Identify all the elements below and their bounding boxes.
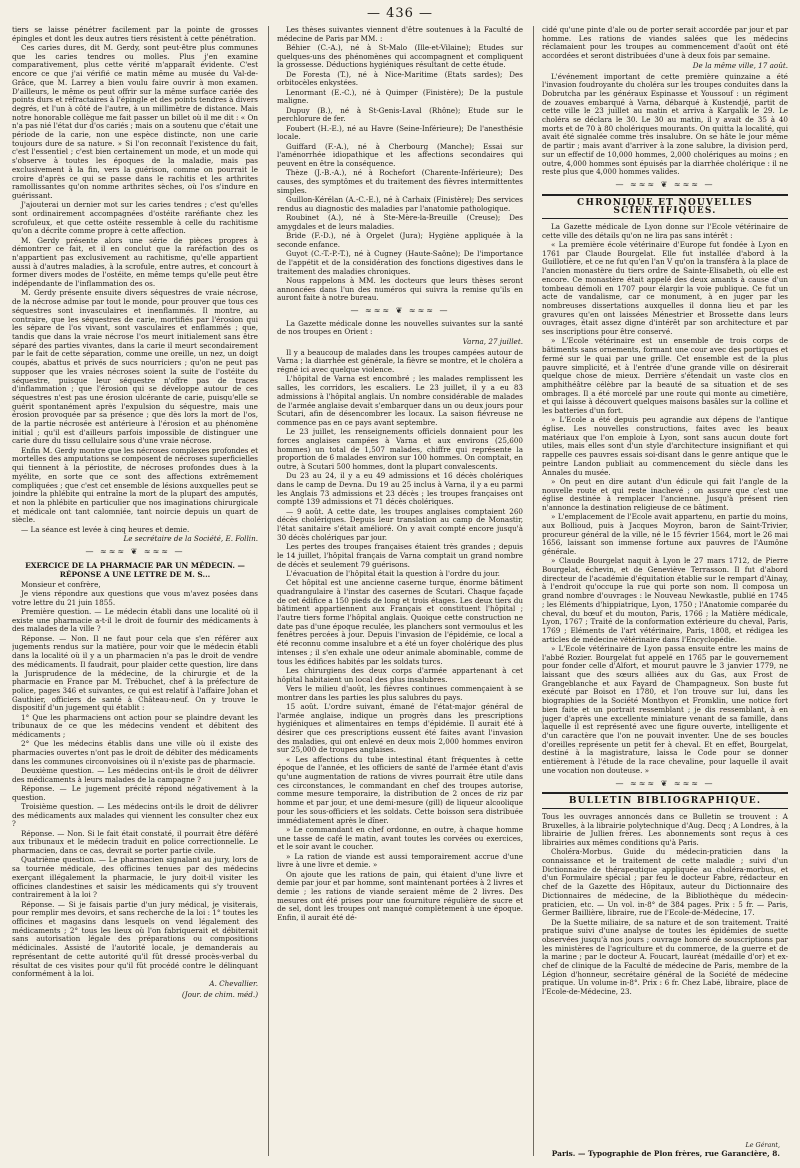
bulletin-heading: BULLETIN BIBLIOGRAPHIQUE. xyxy=(542,792,788,809)
ornament-divider: — ≈≈≈ ❦ ≈≈≈ — xyxy=(615,179,715,189)
letter-paragraph: Réponse. — Si je faisais partie d'un jury médical, je visiterais, pour remplir mes devoirs, et sans recherche de la loi : 1° toutes les officines et magasins dans lesquels on vend légalement des médicaments ; 2° tous les lieux où l'on fabriquerait et débiterait sans autorisation légale des préparations ou compositions médicinales. Assisté de l'autorité locale, je demanderais au représentant de cette autorité qu'il fût dressé procès-verbal du résultat de ces visites pour qu'il fût procédé contre le délinquant conformément à la loi. xyxy=(12,899,258,979)
ornament-divider: — ≈≈≈ ❦ ≈≈≈ — xyxy=(85,547,185,557)
thesis-item: Guillon-Kérélan (A.-C.-E.), né à Carhaix (Finistère); Des services rendus au diagnostic des maladies par l'anatomie pathologique. xyxy=(277,195,523,213)
letter-source: (Jour. de chim. méd.) xyxy=(181,989,258,999)
letter-paragraph: 2° Que les médecins établis dans une ville où il existe des pharmacies ouvertes n'ont pas le droit de débiter des médicaments dans les communes circonvoisines où il n'existe pas de pharmacie. xyxy=(12,739,258,766)
page-number: — 436 — xyxy=(366,6,434,21)
letter-paragraph: Je viens répondre aux questions que vous m'avez posées dans votre lettre du 21 juin 1855. xyxy=(12,589,258,607)
letter-signature: A. Chevallier. xyxy=(209,978,258,988)
gazette-intro: La Gazette médicale donne les nouvelles suivantes sur la santé de nos troupes en Orient : xyxy=(277,318,523,337)
paragraph: On ajoute que les rations de pain, qui étaient d'une livre et demie par jour et par homme, sont maintenant portées à 2 livres et demie ; les rations de viande seraient même de 2 livres. Des mesures ont été prises pour une fourniture régulière de sucre et de sel, dont les troupes ont manqué complètement à une époque. Enfin, il aurait été dé- xyxy=(277,869,523,923)
paragraph: Vers le milieu d'août, les fièvres continues commençaient à se montrer dans les parties les plus salubres du pays. xyxy=(277,683,523,702)
thesis-item: De Foresta (T.), né à Nice-Maritime (Etats sardes); Des orbitocèles enkystées. xyxy=(277,69,523,88)
thesis-item: Roubinet (A.), né à Ste-Mère-la-Breuille (Creuse); Des amygdales et de leurs maladies. xyxy=(277,213,523,231)
bulletin-item: De la Suette miliaire, de sa nature et de son traitement. Traité pratique suivi d'une analyse de toutes les épidémies de suette observées jusqu'à nos jours ; ouvrage honoré de souscriptions par les ministères de l'agriculture et du commerce, de la guerre et de la marine ; par le docteur A. Foucart, lauréat (médaille d'or) et ex-chef de clinique de la Faculté de médecine de Paris, membre de la Légion d'honneur, secrétaire général de la Société de médecine pratique. Un volume in-8°. Prix : 6 fr. Chez Labé, libraire, place de l'Ecole-de-Médecine, 23. xyxy=(542,917,788,997)
paragraph: Du 23 au 24, il y a eu 49 admissions et 16 décès cholériques dans le camp de Devna. Du 19 au 25 inclus à Varna, il y a eu parmi les Anglais 73 admissions et 23 décès ; les troupes françaises ont compté 139 admissions et 71 décès cholériques. xyxy=(277,471,523,507)
gerant-label: Le Gérant, xyxy=(745,1141,780,1149)
paragraph: » On peut en dire autant d'un édicule qui fait l'angle de la nouvelle route et qui reste inachevé ; on assure que c'est une église destinée à remplacer l'ancienne. Jusqu'à présent rien n'annonce la destination religieuse de ce bâtiment. xyxy=(542,476,788,512)
paragraph: » La ration de viande est aussi temporairement accrue d'une livre à une livre et demie. » xyxy=(277,851,523,870)
paragraph: M. Gerdy présente alors une série de pièces propres à démontrer ce fait, et il en conclut que la raréfaction des os n'appartient pas exclusivement au rachitisme, qu'elle appartient aussi à d'autres maladies, à la scrofule, entre autres, et concourt à former divers modes de l'ostéite, en même temps qu'elle peut être indépendante de l'inflammation des os. xyxy=(12,235,258,289)
column-3 xyxy=(533,26,788,1156)
paragraph: » L'emplacement de l'Ecole avait appartenu, en partie du moins, aux Bollioud, puis à Jacques Moyron, baron de Saint-Trivier, procureur général de la ville, né le 15 février 1564, mort le 26 mai 1656, laissant son immense fortune aux pauvres de l'Aumône générale. xyxy=(542,512,788,557)
paragraph: » Le commandant en chef ordonne, en outre, à chaque homme une tasse de café le matin, avant toutes les corvées ou exercices, et le soir avant le coucher. xyxy=(277,824,523,852)
paragraph: » Claude Bourgelat naquit à Lyon le 27 mars 1712, de Pierre Bourgelat, échevin, et de Geneviève Terrasson. Il fut d'abord directeur de l'académie d'équitation établie sur le rempart d'Ainay, à l'endroit qu'occupe la rue qui porte son nom. Il composa un grand nombre d'ouvrages : le Nouveau Newkastle, publié en 1745 ; les Eléments d'hippiatrique, Lyon, 1750 ; l'Anatomie comparée du cheval, du bœuf et du mouton, Paris, 1766 ; la Matière médicale, Lyon, 1767 ; Traité de la conformation extérieure du cheval, Paris, 1769 ; Eléments de l'art vétérinaire, Paris, 1808, et rédigea les articles de médecine vétérinaire dans l'Encyclopédie. xyxy=(542,556,788,644)
paragraph: Les pertes des troupes françaises étaient très grandes ; depuis le 14 juillet, l'hôpital français de Varna comptait un grand nombre de décès et seulement 79 guérisons. xyxy=(277,542,523,569)
thesis-item: Lenormant (E.-C.), né à Quimper (Finistère); De la pustule maligne. xyxy=(277,87,523,106)
paragraph: — 9 août. A cette date, les troupes anglaises comptaient 260 décès cholériques. Depuis leur translation au camp de Monastir, l'état sanitaire s'était amélioré. On y avait compté encore jusqu'à 30 décès cholériques par jour. xyxy=(277,506,523,542)
letter-paragraph: Réponse. — Non. Il ne faut pour cela que s'en référer aux jugements rendus sur la matière, pour voir que le médecin établi dans la localité où il y a un pharmacien n'a pas le droit de vendre des médicaments. Il faudrait, pour plaider cette question, lire dans la Jurisprudence de la médecine, de la chirurgie et de la pharmacie en France par M. Trébuchet, chef à la préfecture de police, pages 346 et suivantes, ce qui est relatif à l'affaire Johan et Gauthier, officiers de santé à Château-neuf. On y trouve le dispositif d'un jugement qui établit : xyxy=(12,633,258,713)
paragraph: Ces caries dures, dit M. Gerdy, sont peut-être plus communes que les caries tendres ou molles. Plus j'en examine comparativement, plus cette vérité m'apparaît évidente. C'est encore ce que j'ai vérifié ce matin même au musée du Val-de-Grâce, que M. Larrey a bien voulu faire ouvrir à mon examen. D'ailleurs, le même os peut offrir sur la même surface cariée des points durs et réfractaires à l'épingle et des points tendres à divers degrés, et l'un à côté de l'autre, à un millimètre de distance. Mais notre honorable collègue me fait passer un billet où il me dit : « On n'a pas nié l'état dur d'os cariés ; mais on a soutenu que c'était une période de la carie, non une espèce distincte, non une carie toujours dure de sa nature. » Si l'on reconnaît l'existence du fait, c'est l'essentiel ; c'est bien certainement un mode, et un mode qui s'observe à toutes les époques de la maladie, mais pas exclusivement à la fin, vers la guérison, comme on pourrait le croire d'après ce qui se passe dans le rachitis et les arthrites ramollissantes qu'on nomme arthrites sèches, où l'os s'indure en guérissant. xyxy=(12,43,258,200)
paragraph: « La première école vétérinaire d'Europe fut fondée à Lyon en 1761 par Claude Bourgelat. Elle fut installée d'abord à la Guillotière, et ce ne fut qu'en l'an V qu'on la transféra à la place de l'ancien monastère du tiers ordre de Sainte-Elisabeth, où elle est encore. Ce monastère était appelé des deux amants à cause d'un tombeau démoli en 1707 pour élargir la voie publique. Ce fut un acte de vandalisme, car ce monument, à en juger par les nombreuses dissertations auxquelles il donna lieu et par les gravures qu'en ont laissées Ménestrier et Brossette dans leurs ouvrages, était assez digne d'intérêt par son architecture et par ses inscriptions pour être conservé. xyxy=(542,240,788,337)
thesis-item: Guyot (C.-T.-P.-T.), né à Cugney (Haute-Saône); De l'importance de l'appétit et de la considération des fonctions digestives dans le traitement des maladies chroniques. xyxy=(277,249,523,276)
column-1 xyxy=(12,26,258,1156)
paragraph: Enfin M. Gerdy montre que les nécroses complexes profondes et mortelles des amputations se composent de nécroses superficielles qui tiennent à la périostite, de nécroses profondes dues à la myélite, en sorte que ce sont des affections extrêmement compliquées ; que c'est cet ensemble de lésions auxquelles peut se joindre la phlébite qui entraîne la mort de la plupart des amputés, et non la phlébite en particulier que nos imaginations chirurgicale et médicale ont tant calomniée, tant noircie depuis un quart de siècle. xyxy=(12,445,258,525)
paragraph: Le 23 juillet, les renseignements officiels donnaient pour les forces anglaises campées à Varna et aux environs (25,600 hommes) un total de 1,507 malades, chiffre qui représente la proportion de 6 malades environ sur 100 hommes. On comptait, en outre, à Scutari 500 hommes, dont la plupart convalescents. xyxy=(277,427,523,472)
paragraph: cidé qu'une pinte d'ale ou de porter serait accordée par jour et par homme. Les rations de viandes salées que les médecins réclamaient pour les troupes au commencement d'août ont été accordées et seront distribuées d'une à deux fois par semaine. xyxy=(542,26,788,61)
letter-paragraph: Quatrième question. — Le pharmacien signalant au jury, lors de sa tournée médicale, des officines tenues par des médecins exerçant illégalement la pharmacie, le jury doit-il visiter les officines clandestines et saisir les médicaments qui s'y trouvent contrairement à la loi ? xyxy=(12,855,258,900)
thesis-item: Bride (F.-D.), né à Orgelet (Jura); Hygiène appliquée à la seconde enfance. xyxy=(277,231,523,249)
paragraph: L'hôpital de Varna est encombré ; les malades remplissent les salles, les corridors, les escaliers. Le 23 juillet, il y a eu 83 admissions à l'hôpital anglais. Un nombre considérable de malades de l'armée anglaise devait s'embarquer dans un ou deux jours pour Scutari, afin de désencombrer les locaux. La saison fiévreuse ne commence pas en ce pays avant septembre. xyxy=(277,374,523,427)
ornament-divider: — ≈≈≈ ❦ ≈≈≈ — xyxy=(615,778,715,788)
letter-paragraph: Réponse. — Le jugement précité répond négativement à la question. xyxy=(12,784,258,802)
paragraph: Cet hôpital est une ancienne caserne turque, énorme bâtiment quadrangulaire à l'instar des casernes de Scutari. Chaque façade de cet édifice a 150 pieds de long et trois étages. Les deux tiers du bâtiment appartiennent aux Français et constituent l'hôpital ; l'autre tiers forme l'hôpital anglais. Quoique cette construction ne date pas d'une époque reculée, les planchers sont vermoulus et les fenêtres percées à jour. Depuis l'invasion de l'épidémie, ce local a été reconnu comme insalubre et a été un foyer cholérique des plus intenses ; il s'en exhale une odeur animale abominable, comme de tous les édifices habités par les soldats turcs. xyxy=(277,578,523,666)
paragraph: tiers se laisse pénétrer facilement par la pointe de grosses épingles et dont les deux autres tiers résistent à cette pénétration. xyxy=(12,26,258,43)
bulletin-item: Choléra-Morbus. Guide du médecin-praticien dans la connaissance et le traitement de cette maladie ; suivi d'un Dictionnaire de thérapeutique appliquée au choléra-morbus, et d'un Formulaire spécial ; par feu le docteur Fabre, rédacteur en chef de la Gazette des Hôpitaux, auteur du Dictionnaire des Dictionnaires de médecine, de la Bibliothèque du médecin-praticien, etc. — Un vol. in-8° de 384 pages. Prix : 5 fr. — Paris, Germer Baillière, libraire, rue de l'Ecole-de-Médecine, 17. xyxy=(542,847,788,918)
paragraph: J'ajouterai un dernier mot sur les caries tendres ; c'est qu'elles sont ordinairement accompagnées d'ostéite raréfiante chez les scrofuleux, et que cette ostéite ressemble à celle du rachitisme qu'on a décrite comme propre à cette affection. xyxy=(12,200,258,236)
letter-paragraph: Deuxième question. — Les médecins ont-ils le droit de délivrer des médicaments à leurs malades de la campagne ? xyxy=(12,766,258,784)
thesis-item: Béhier (C.-A.), né à St-Malo (Ille-et-Vilaine); Etudes sur quelques-uns des phénomènes qui accompagnent et compliquent la grossesse. Déductions hygiéniques résultant de cette étude. xyxy=(277,43,523,70)
letter-paragraph: Réponse. — Non. Si le fait était constaté, il pourrait être déféré aux tribunaux et le médecin traduit en police correctionnelle. Le pharmacien, dans ce cas, devrait se porter partie civile. xyxy=(12,828,258,856)
paragraph: « Les affections du tube intestinal étant fréquentes à cette époque de l'année, et les officiers de santé de l'armée étant d'avis qu'une augmentation de rations de vivres pourrait être utile dans ces circonstances, le commandant en chef des troupes autorise, comme mesure temporaire, la distribution de 2 onces de riz par homme et par jour, et une demi-mesure (gill) de liqueur alcoolique pour les sous-officiers et les soldats. Cette boisson sera distribuée immédiatement après le dîner. xyxy=(277,754,523,825)
paragraph: La Gazette médicale de Lyon donne sur l'Ecole vétérinaire de cette ville des détails qu'on ne lira pas sans intérêt : xyxy=(542,222,788,240)
theses-intro: Les thèses suivantes viennent d'être soutenues à la Faculté de médecine de Paris par MM. : xyxy=(277,26,523,43)
letter-paragraph: Troisième question. — Les médecins ont-ils le droit de délivrer des médicaments aux malades qui viennent les consulter chez eux ? xyxy=(12,802,258,829)
thesis-item: Foubert (H.-E.), né au Havre (Seine-Inférieure); De l'anesthésie locale. xyxy=(277,123,523,142)
columns xyxy=(12,26,788,1156)
paragraph: Il y a beaucoup de malades dans les troupes campées autour de Varna ; la diarrhée est générale, la fièvre se montre, et le choléra a régné ici avec quelque violence. xyxy=(277,347,523,375)
dateline: Varna, 27 juillet. xyxy=(462,337,523,347)
chronicle-heading: CHRONIQUE ET NOUVELLES SCIENTIFIQUES. xyxy=(542,194,788,219)
paragraph: » L'Ecole vétérinaire de Lyon passa ensuite entre les mains de l'abbé Rozier. Bourgelat fut appelé en 1765 par le gouvernement pour fonder celle d'Alfort, et mourut pauvre le 3 janvier 1779, ne laissant que des sœurs alliées aux du Gas, aux Frost de Grangeblanche et aux Fayard de Champagneux. Son buste fut exécuté par Boisot en 1780, et l'on trouve sur lui, dans les biographies de la Société Montbyon et Fromklin, une notice fort bien faite et un portrait ressemblant ; je dis ressemblant, à en juger d'après une excellente miniature venant de sa famille, dans laquelle il est représenté avec une figure ouverte, intelligente et d'un caractère que l'on ne pouvait inventer. Une de ses boucles d'oreilles représente un petit fer à cheval. Et en effet, Bourgelat, destiné à la magistrature, laissa le Code pour se donner entièrement à l'étude de la race chevaline, pour laquelle il avait une vocation non douteuse. » xyxy=(542,643,788,775)
page-footer xyxy=(552,1141,780,1158)
paragraph: — La séance est levée à cinq heures et demie. xyxy=(21,524,190,534)
letter-paragraph: 1° Que les pharmaciens ont action pour se plaindre devant les tribunaux de ce que les médecins vendent et débitent des médicaments ; xyxy=(12,712,258,740)
column-2 xyxy=(268,26,523,1156)
thesis-item: Nous rappelons à MM. les docteurs que leurs thèses seront annoncées dans l'un des numéros qui suivra la remise qu'ils en auront faite à notre bureau. xyxy=(277,275,523,303)
section-title: EXERCICE DE LA PHARMACIE PAR UN MÉDECIN. — RÉPONSE A UNE LETTRE DE M. S... xyxy=(25,560,245,579)
printer-line: Paris. — Typographie de Plon frères, rue Garancière, 8. xyxy=(551,1149,780,1158)
letter-paragraph: Première question. — Le médecin établi dans une localité où il existe une pharmacie a-t-il le droit de fournir des médicaments à des malades de la ville ? xyxy=(12,607,258,634)
thesis-item: Dupuy (B.), né à St-Genis-Laval (Rhône); Etude sur le perchlorure de fer. xyxy=(277,105,523,124)
paragraph: M. Gerdy présente ensuite divers séquestres de vraie nécrose, de la nécrose admise par tout le monde, pour prouver que tous ces séquestres sont invasculaires et inenflammés. Il montre, au contraire, que les séquestres de carie, mortifiés par l'érosion qui les sépare de l'os vivant, sont vasculaires et enflammés ; que, tandis que dans la vraie nécrose l'os meurt initialement sans être séparé des parties vivantes, dans la carie il meurt secondairement par le fait de cette séparation, comme une oreille, un nez, un doigt coupés, abattus et privés de sucs nourriciers ; qu'on ne peut pas supposer que les vraies nécroses soient la suite de l'ostéite du séquestre, puisque leur séquestre n'offre pas de traces d'inflammation ; que l'érosion qui se développe autour de ces séquestres n'est pas une érosion ulcérante de carie, puisqu'elle se guérit spontanément après l'expulsion du séquestre, mais une érosion provoquée par sa présence ; que dès lors la mort de l'os, de la partie nécrosée est antérieure à l'érosion et au phénomène initial ; qu'il est d'ailleurs parfois impossible de distinguer une carie dure du tissu cellulaire sous d'une vraie nécrose. xyxy=(12,288,258,446)
paragraph: Les chirurgiens des deux corps d'armée appartenant à cet hôpital habitaient un local des plus insalubres. xyxy=(277,665,523,684)
paragraph: L'événement important de cette première quinzaine a été l'invasion foudroyante du choléra sur les troupes conduites dans la Dobrutcha par les généraux Espinasse et Youssouf : un régiment de zouaves embarqué à Varna, débarqué à Kustendjé, partit de cette ville le 23 juillet au matin et arriva à Kargalik le 29. Le choléra se déclara le 30. Le 30 au matin, il y avait de 35 à 40 morts et de 70 à 80 cholériques mourants. On quitta la localité, qui avait été signalée comme très insalubre. On se hâte le jour même de partir ; mais avant d'arriver à la zone salubre, la division perd, sur un effectif de 10,000 hommes, 2,000 cholériques au moins ; en outre, 4,000 hommes sont épuisés par la diarrhée cholérique : il ne reste plus que 4,000 hommes valides. xyxy=(542,71,788,177)
bulletin-note: Tous les ouvrages annoncés dans ce Bulletin se trouvent : A Bruxelles, à la librairie polytechnique d'Aug. Decq ; A Londres, à la librairie de Jullien frères. Les abonnements sont reçus à ces librairies aux mêmes conditions qu'à Paris. xyxy=(542,811,788,848)
dateline: De la même ville, 17 août. xyxy=(692,60,788,70)
letter-paragraph: Monsieur et confrère, xyxy=(21,579,101,589)
ornament-divider: — ≈≈≈ ❦ ≈≈≈ — xyxy=(350,305,450,315)
paragraph: L'évacuation de l'hôpital était la question à l'ordre du jour. xyxy=(286,568,500,578)
paragraph: 15 août. L'ordre suivant, émané de l'état-major général de l'armée anglaise, indique un progrès dans les prescriptions hygiéniques et alimentaires en temps d'épidémie. Il aurait été à désirer que ces prescriptions eussent été faites avant l'invasion des maladies, qui ont enlevé en deux mois 2,000 hommes environ sur 25,000 de troupes anglaises. xyxy=(277,701,523,755)
society-signature: Le secrétaire de la Société, E. Follin. xyxy=(123,534,258,544)
paragraph: » L'Ecole a été depuis peu agrandie aux dépens de l'antique église. Les nouvelles constructions, faites avec les beaux matériaux que l'on emploie à Lyon, sont sans aucun doute fort utiles, mais elles sont d'un style d'architecture insignifiant et qui rappelle ces pauvres essais soi-disant dans le genre antique que le peintre Landon publiait au commencement du siècle dans les Annales du musée. xyxy=(542,415,788,477)
paragraph: » L'Ecole vétérinaire est un ensemble de trois corps de bâtiments sans ornements, formant une cour avec des portiques et fermé sur le quai par une grille. Cet ensemble est de la plus pauvre simplicité, et à l'entrée d'une grande ville on désirerait quelque chose de mieux. Derrière s'étendait un vaste clos en amphithéâtre célèbre par la beauté de sa situation et de ses ombrages. Il a été morcelé par une route qui monte au cimetière, et qui laisse à découvert quelques maisons basâles sur la colline et les batteries d'un fort. xyxy=(542,336,788,416)
thesis-item: Thèze (J.-B.-A.), né à Rochefort (Charente-Inférieure); Des causes, des symptômes et du traitement des fièvres intermittentes simples. xyxy=(277,168,523,195)
thesis-item: Guiffard (F.-A.), né à Cherbourg (Manche); Essai sur l'aménorrhée idiopathique et les affections secondaires qui peuvent en être la conséquence. xyxy=(277,141,523,169)
